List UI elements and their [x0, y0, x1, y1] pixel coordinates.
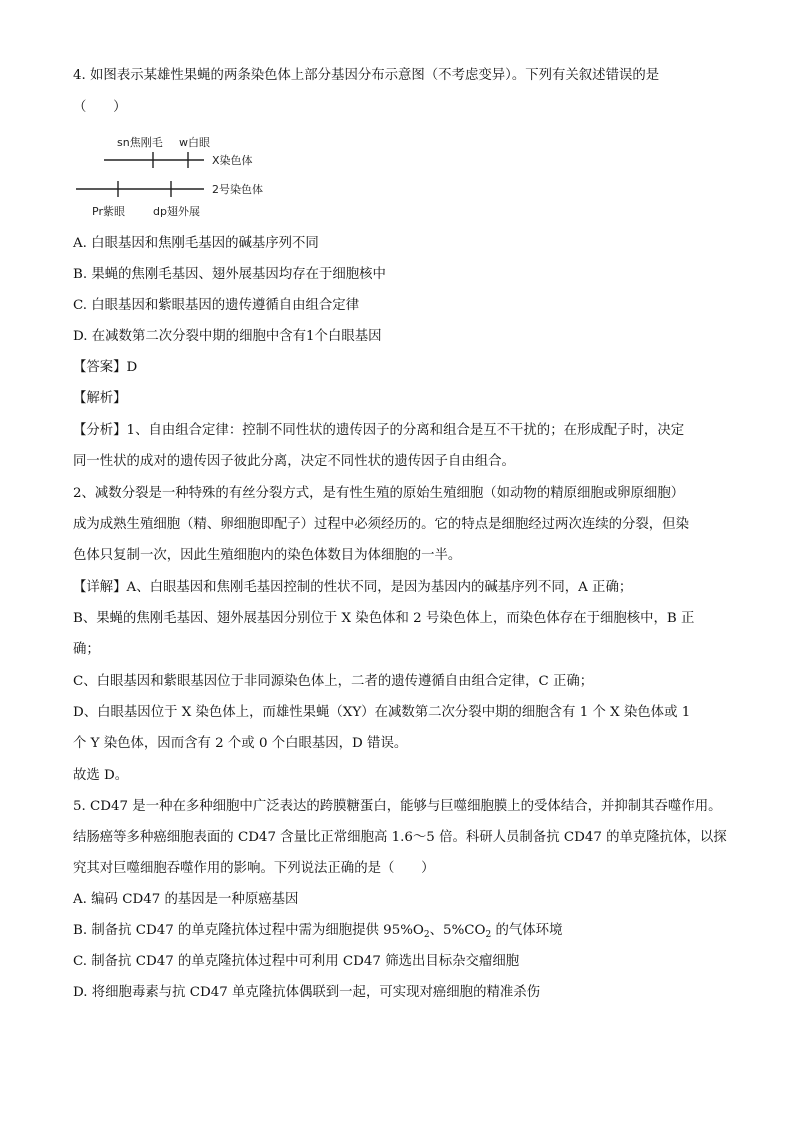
- q5-option-b: [73, 921, 562, 945]
- q4-stem: 4. 如图表示某雄性果蝇的两条染色体上部分基因分布示意图（不考虑变异）。下列有关叙述错误的是: [73, 68, 660, 83]
- q5-stem-line: 5. CD47 是一种在多种细胞中广泛表达的跨膜糖蛋白，能够与巨噬细胞膜上的受体结合，并抑制其吞噬作用。: [73, 799, 722, 814]
- detail-line: 故选 D。: [73, 768, 129, 783]
- analysis-line: 成为成熟生殖细胞（精、卵细胞即配子）过程中必须经历的。它的特点是细胞经过两次连续的分裂，但染: [73, 517, 689, 532]
- q5-option-d: D. 将细胞毒素与抗 CD47 单克隆抗体偶联到一起，可实现对癌细胞的精准杀伤: [73, 985, 541, 1000]
- detail-line: 【详解】A、白眼基因和焦刚毛基因控制的性状不同，是因为基因内的碱基序列不同，A 正确；: [73, 580, 633, 595]
- q5-option-b-mid: 、5%CO: [429, 923, 486, 938]
- detail-line: 个 Y 染色体，因而含有 2 个或 0 个白眼基因，D 错误。: [73, 736, 408, 751]
- label-dp: dp翅外展: [153, 205, 200, 218]
- detail-line: C、白眼基因和紫眼基因位于非同源染色体上，二者的遗传遵循自由组合定律，C 正确；: [73, 674, 594, 689]
- label-x-chromosome: X染色体: [212, 154, 253, 167]
- label-w: w白眼: [179, 136, 210, 149]
- analysis-line: 【分析】1、自由组合定律：控制不同性状的遗传因子的分离和组合是互不干扰的；在形成配子时，决定: [73, 423, 685, 438]
- q5-stem-line: 究其对巨噬细胞吞噬作用的影响。下列说法正确的是（ ）: [73, 861, 435, 876]
- detail-line: D、白眼基因位于 X 染色体上，而雄性果蝇（XY）在减数第二次分裂中期的细胞含有 1 个 X 染色体或 1: [73, 705, 691, 720]
- label-pr: Pr紫眼: [92, 205, 125, 218]
- detail-line: 确；: [73, 642, 100, 657]
- q4-option-c: C. 白眼基因和紫眼基因的遗传遵循自由组合定律: [73, 298, 360, 313]
- analysis-line: 2、减数分裂是一种特殊的有丝分裂方式，是有性生殖的原始生殖细胞（如动物的精原细胞或卵原细胞）: [73, 486, 685, 501]
- q5-stem-line: 结肠癌等多种癌细胞表面的 CD47 含量比正常细胞高 1.6～5 倍。科研人员制备抗 CD47 的单克隆抗体，以探: [73, 830, 727, 845]
- detail-line: B、果蝇的焦刚毛基因、翅外展基因分别位于 X 染色体和 2 号染色体上，而染色体存在于细胞核中，B 正: [73, 611, 695, 626]
- q4-analysis-heading: 【解析】: [73, 391, 127, 406]
- analysis-line: 色体只复制一次，因此生殖细胞内的染色体数目为体细胞的一半。: [73, 548, 462, 563]
- q4-paren: （ ）: [73, 100, 127, 115]
- q5-option-c: C. 制备抗 CD47 的单克隆抗体过程中可利用 CD47 筛选出目标杂交瘤细胞: [73, 954, 520, 969]
- analysis-line: 同一性状的成对的遗传因子彼此分离，决定不同性状的遗传因子自由组合。: [73, 454, 515, 469]
- q5-option-b-pre: B. 制备抗 CD47 的单克隆抗体过程中需为细胞提供 95%O: [73, 923, 424, 938]
- chromosome-diagram: [0, 0, 794, 240]
- q5-option-a: A. 编码 CD47 的基因是一种原癌基因: [73, 892, 299, 907]
- q4-answer: 【答案】D: [73, 360, 138, 375]
- subscript-2: 2: [423, 930, 430, 940]
- subscript-2: 2: [485, 930, 492, 940]
- q4-option-b: B. 果蝇的焦刚毛基因、翅外展基因均存在于细胞核中: [73, 267, 386, 282]
- q4-option-a: A. 白眼基因和焦刚毛基因的碱基序列不同: [73, 236, 319, 251]
- q5-option-b-post: 的气体环境: [491, 923, 563, 938]
- label-chr2: 2号染色体: [212, 183, 263, 196]
- label-sn: sn焦刚毛: [117, 136, 163, 149]
- q4-option-d: D. 在减数第二次分裂中期的细胞中含有1个白眼基因: [73, 329, 382, 344]
